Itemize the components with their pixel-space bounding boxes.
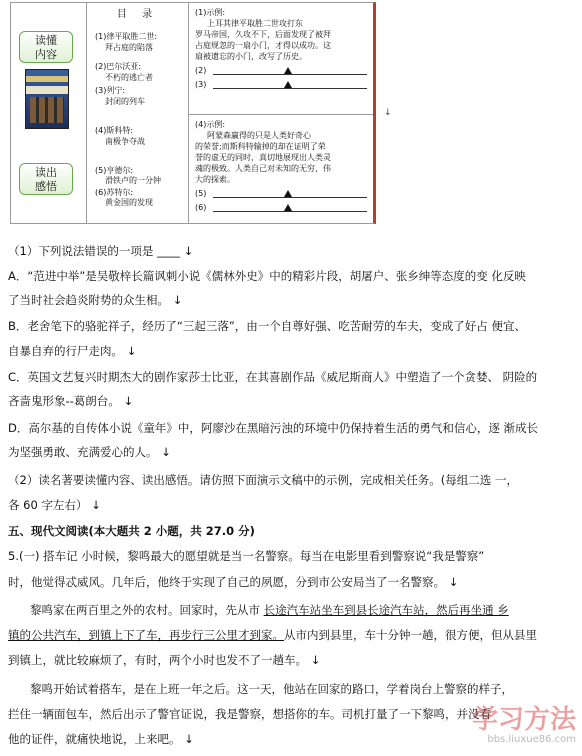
passage-line: 5.(一) 搭车记 小时候，黎鸣最大的愿望就是当一名警察。每当在电影里看到警察说“我是警察”: [8, 549, 485, 563]
passage-line: 时，他觉得忒威风。几年后，他终于实现了自己的夙愿，分到市公安局当了一名警察。 ↓: [8, 575, 459, 589]
example-label: (1)示例:: [195, 8, 226, 17]
passage-line: 黎鸣家在两百里之外的农村。回家时，先从市 长途汽车站坐车到县长途汽车站，然后再坐通 乡: [30, 603, 509, 617]
contents-item: (1)律平取胜二世: 拜占庭的陷落: [95, 32, 158, 52]
option-b-line1: B．老舍笔下的骆驼祥子，经历了“三起三落”，由一个自尊好强、吃苦耐劳的车夫，变成了好占 便宜、: [8, 319, 526, 333]
option-c-line2: 吝啬鬼形象--葛朗台。 ↓: [8, 394, 134, 408]
passage-line: 镇的公共汽车，到镇上下了车，再步行三公里才到家。从市内到县里，车十分钟一趟，很方便，但从县里: [8, 628, 537, 642]
slide-left-column: [11, 3, 87, 223]
examples-column: [189, 3, 373, 223]
question-2-line2: 各 60 字左右） ↓: [8, 498, 101, 512]
question-2-line1: （2）读名著要读懂内容、读出感悟。请仿照下面演示文稿中的示例，完成相关任务。(每组二选 一，: [8, 473, 518, 487]
underlined-text: 镇的公共汽车，到镇上下了车，再步行三公里才到家。: [8, 628, 284, 642]
book-cover-image: [25, 69, 69, 129]
fill-blank-line: (5): [195, 188, 367, 199]
passage-line: 到镇上，就比较麻烦了，有时，两个小时也发不了一趟车。 ↓: [8, 653, 321, 667]
example-cell-2: (4)示例: 阿蒙森赢得的只是人类好奇心 的荣誉;而斯科特输掉的却在证明了荣 誉的虚无的同时，真切地展现出人类灵 魂的极致。人类自己对未知的无穷，伟 大的探索。 (5) (6): [189, 115, 373, 225]
option-a-line1: A．“范进中举”是吴敬梓长篇讽刺小说《儒林外史》中的精彩片段，胡屠户、张乡绅等态度的变 化反映: [8, 269, 526, 283]
option-d-line2: 为坚强勇敢、充满爱心的人。 ↓: [8, 445, 171, 459]
site-watermark: 学习方法 bbs.liuxue86.com: [471, 705, 576, 745]
option-b-line2: 自暴自弃的行尸走肉。 ↓: [8, 344, 137, 358]
presentation-slide-image: [10, 2, 376, 224]
example-cell-1: (1)示例: 上耳其律平取胜二世攻打东 罗马帝国，久攻不下，后面发现了被拜 占庭规忽的一扇小门，才得以成功。这 扇被遗忘的小门，改写了历史。 (2) (3): [189, 3, 373, 115]
option-c-line1: C．英国文艺复兴时期杰大的剧作家莎士比亚，在其喜剧作品《威尼斯商人》中塑造了一个贪婪、 阴险的: [8, 370, 538, 384]
passage-line: 拦住一辆面包车，然后出示了警官证说，我是警察，想搭你的车。司机打量了一下黎鸣，并没看: [8, 707, 491, 721]
tag-read-content: 读懂 内容: [19, 31, 73, 63]
contents-item: 黄金国的发现: [105, 198, 153, 207]
contents-item: (5)亨德尔:: [95, 166, 134, 175]
contents-title: 目 录: [116, 9, 159, 20]
section-heading: 五、现代文阅读(本大题共 2 小题，共 27.0 分): [8, 524, 255, 538]
passage-line: 他的证件，就痛快地说，上来吧。 ↓: [8, 732, 194, 746]
paragraph-return-mark: ↓: [384, 108, 392, 118]
contents-item: (2)巴尔沃亚: 不朽的逃亡者: [95, 62, 153, 82]
contents-item: (6)苏特尔:: [95, 188, 134, 197]
question-1: （1）下列说法错误的一项是 ____ ↓: [8, 244, 194, 258]
contents-item: (3)列宁: 封闭的列车: [95, 86, 145, 106]
contents-column: [87, 3, 189, 223]
example-label: (4)示例:: [195, 120, 226, 129]
option-d-line1: D．高尔基的自传体小说《童年》中，阿廖沙在黑暗污浊的环境中仍保持着生活的勇气和信心，逐 渐成长: [8, 421, 539, 435]
underlined-text: 长途汽车站坐车到县长途汽车站，然后再坐通 乡: [263, 603, 509, 617]
fill-blank-line: (3): [195, 79, 367, 90]
fill-blank-line: (6): [195, 202, 367, 213]
fill-blank-line: (2): [195, 65, 367, 76]
passage-line: 黎鸣开始试着搭车，是在上班一年之后。这一天，他站在回家的路口，学着岗台上警察的样子，: [30, 682, 513, 696]
contents-item: (4)斯科特: 南极争夺战: [95, 126, 145, 146]
tag-read-insight: 读出 感悟: [19, 163, 73, 195]
option-a-line2: 了当时社会趋炎附势的众生相。 ↓: [8, 293, 183, 307]
contents-item: 滑铁卢的一分钟: [105, 176, 161, 185]
